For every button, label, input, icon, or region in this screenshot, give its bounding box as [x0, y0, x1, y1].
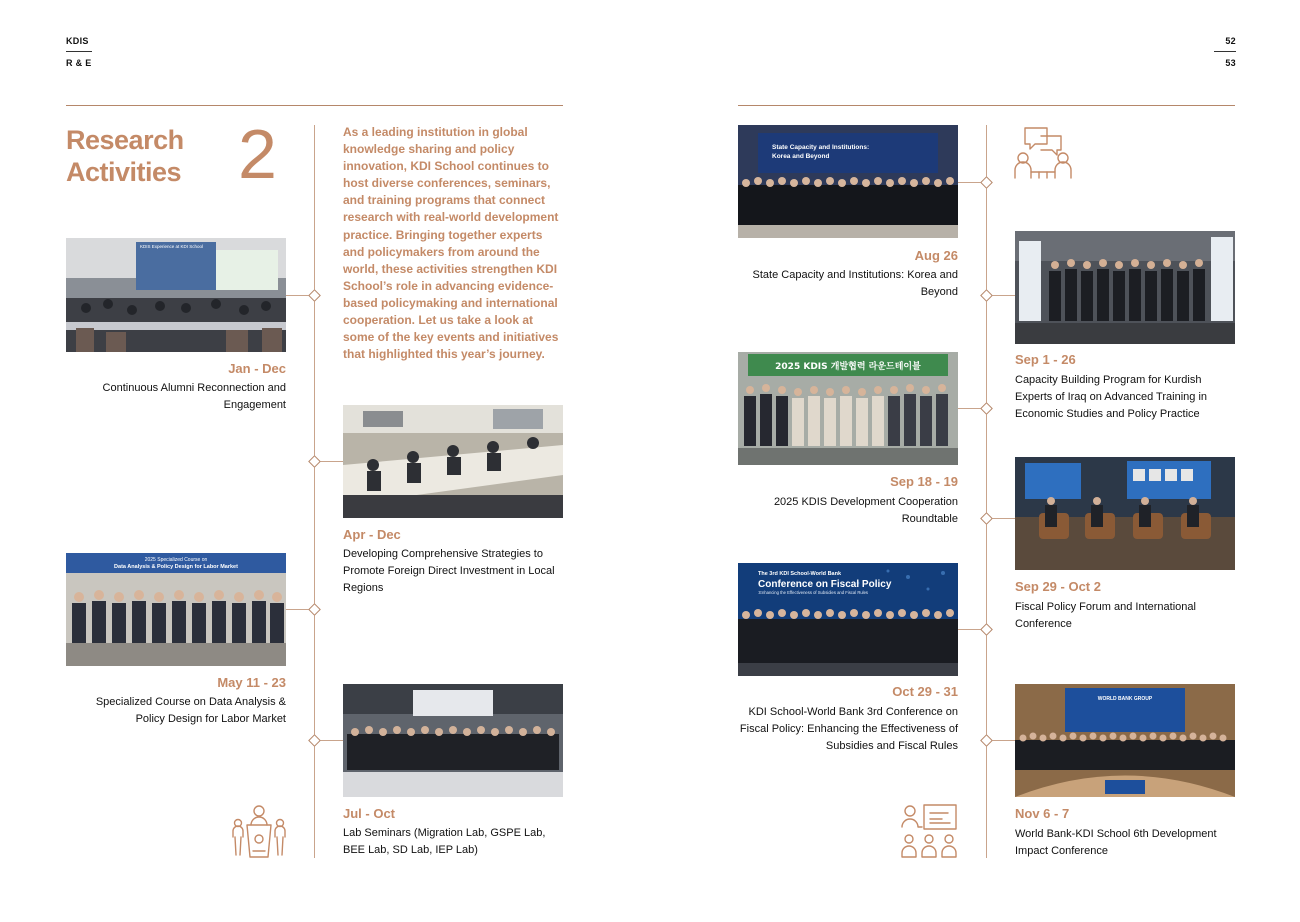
event-photo-fiscal-forum [1015, 457, 1235, 570]
event-title: Capacity Building Program for Kurdish Experts of Iraq on Advanced Training in Economic Studies and Policy Practice [1015, 374, 1208, 420]
event-date: May 11 - 23 [217, 675, 286, 690]
event-photo-state-capacity [738, 125, 958, 238]
event-date: Apr - Dec [343, 527, 401, 542]
timeline-marker [980, 402, 993, 415]
timeline-marker [980, 289, 993, 302]
photo-caption-roundtable: 2025 KDIS 개발협력 라운드테이블 [775, 362, 921, 372]
event-photo-fdi [343, 405, 563, 518]
photo-caption-impact: WORLD BANK GROUP [1097, 696, 1153, 702]
event-photo-kurdish-program [1015, 231, 1235, 344]
event-title: KDI School-World Bank 3rd Conference on Fiscal Policy: Enhancing the Effectiveness of Subsidies and Fiscal Rules [739, 706, 958, 752]
event-date: Sep 18 - 19 [890, 474, 958, 489]
photo-caption-labor-1: 2025 Specialized Course on [144, 557, 208, 563]
header-right-line2: 53 [1225, 58, 1236, 68]
section-title [66, 124, 184, 188]
timeline-marker [980, 512, 993, 525]
event-photo-roundtable [738, 352, 958, 465]
section-title-line1: Research [66, 125, 184, 155]
event-photo-labor-course [66, 553, 286, 666]
timeline-line-right [986, 125, 987, 858]
timeline-marker [308, 603, 321, 616]
event-date: Oct 29 - 31 [892, 684, 958, 699]
event-title: Lab Seminars (Migration Lab, GSPE Lab, BEE Lab, SD Lab, IEP Lab) [343, 827, 546, 856]
event-title: World Bank-KDI School 6th Development Impact Conference [1015, 828, 1217, 857]
event-photo-lab-seminars [343, 684, 563, 797]
photo-caption-alumni: KDIS Experience at KDI School [140, 244, 204, 249]
header-left-line2: R & E [66, 58, 92, 68]
event-date: Aug 26 [914, 248, 958, 263]
photo-caption-state-2: Korea and Beyond [772, 153, 830, 160]
event-title: State Capacity and Institutions: Korea and Beyond [752, 269, 958, 298]
event-photo-alumni [66, 238, 286, 352]
event-date: Jul - Oct [343, 806, 396, 821]
timeline-marker [980, 734, 993, 747]
top-rule-left [66, 105, 563, 106]
section-title-line2: Activities [66, 157, 182, 187]
photo-caption-state-1: State Capacity and Institutions: [772, 144, 870, 151]
event-date: Nov 6 - 7 [1015, 806, 1070, 821]
timeline-marker [308, 734, 321, 747]
header-left-rule [66, 51, 92, 52]
event-date: Sep 1 - 26 [1015, 352, 1076, 367]
event-photo-impact-conference [1015, 684, 1235, 797]
event-title: Specialized Course on Data Analysis & Policy Design for Labor Market [95, 696, 286, 725]
timeline-marker [308, 289, 321, 302]
timeline-marker [980, 176, 993, 189]
speaker-podium-icon [232, 803, 286, 859]
event-date: Sep 29 - Oct 2 [1015, 579, 1101, 594]
photo-caption-labor-2: Data Analysis & Policy Design for Labor Market [114, 564, 238, 570]
chapter-number: 2 [238, 115, 277, 193]
photo-caption-fiscal-1: The 3rd KDI School-World Bank [758, 571, 842, 577]
page-header-right [1214, 36, 1236, 69]
header-right-line1: 52 [1225, 36, 1236, 46]
photo-caption-fiscal-3: :Enhancing the Effectiveness of Subsidies and Fiscal Rules [758, 590, 869, 595]
event-date: Jan - Dec [228, 361, 286, 376]
header-left-line1: KDIS [66, 36, 89, 46]
header-right-rule [1214, 51, 1236, 52]
timeline-marker [308, 455, 321, 468]
timeline-marker [980, 623, 993, 636]
event-title: Fiscal Policy Forum and International Conference [1015, 601, 1196, 630]
event-title: Developing Comprehensive Strategies to Promote Foreign Direct Investment in Local Regions [343, 548, 555, 594]
photo-caption-fiscal-2: Conference on Fiscal Policy [758, 579, 892, 590]
top-rule-right [738, 105, 1235, 106]
intro-paragraph: As a leading institution in global knowledge sharing and policy innovation, KDI School continues to host diverse conferences, seminars, and training programs that connect research with real-world development practice. Bringing together experts and policymakers from around the world, these activities strengthen KDI School’s role in advancing evidence-based policymaking and international cooperation. Let us take a look at some of the key events and initiatives that highlighted this year’s journey. [343, 125, 559, 362]
presentation-audience-icon [900, 803, 958, 859]
discussion-people-icon [1013, 126, 1073, 180]
page-header-left [66, 36, 92, 69]
timeline-line-left [314, 125, 315, 858]
event-title: Continuous Alumni Reconnection and Engagement [102, 382, 286, 411]
event-photo-fiscal-conference [738, 563, 958, 676]
event-title: 2025 KDIS Development Cooperation Roundtable [773, 496, 958, 525]
